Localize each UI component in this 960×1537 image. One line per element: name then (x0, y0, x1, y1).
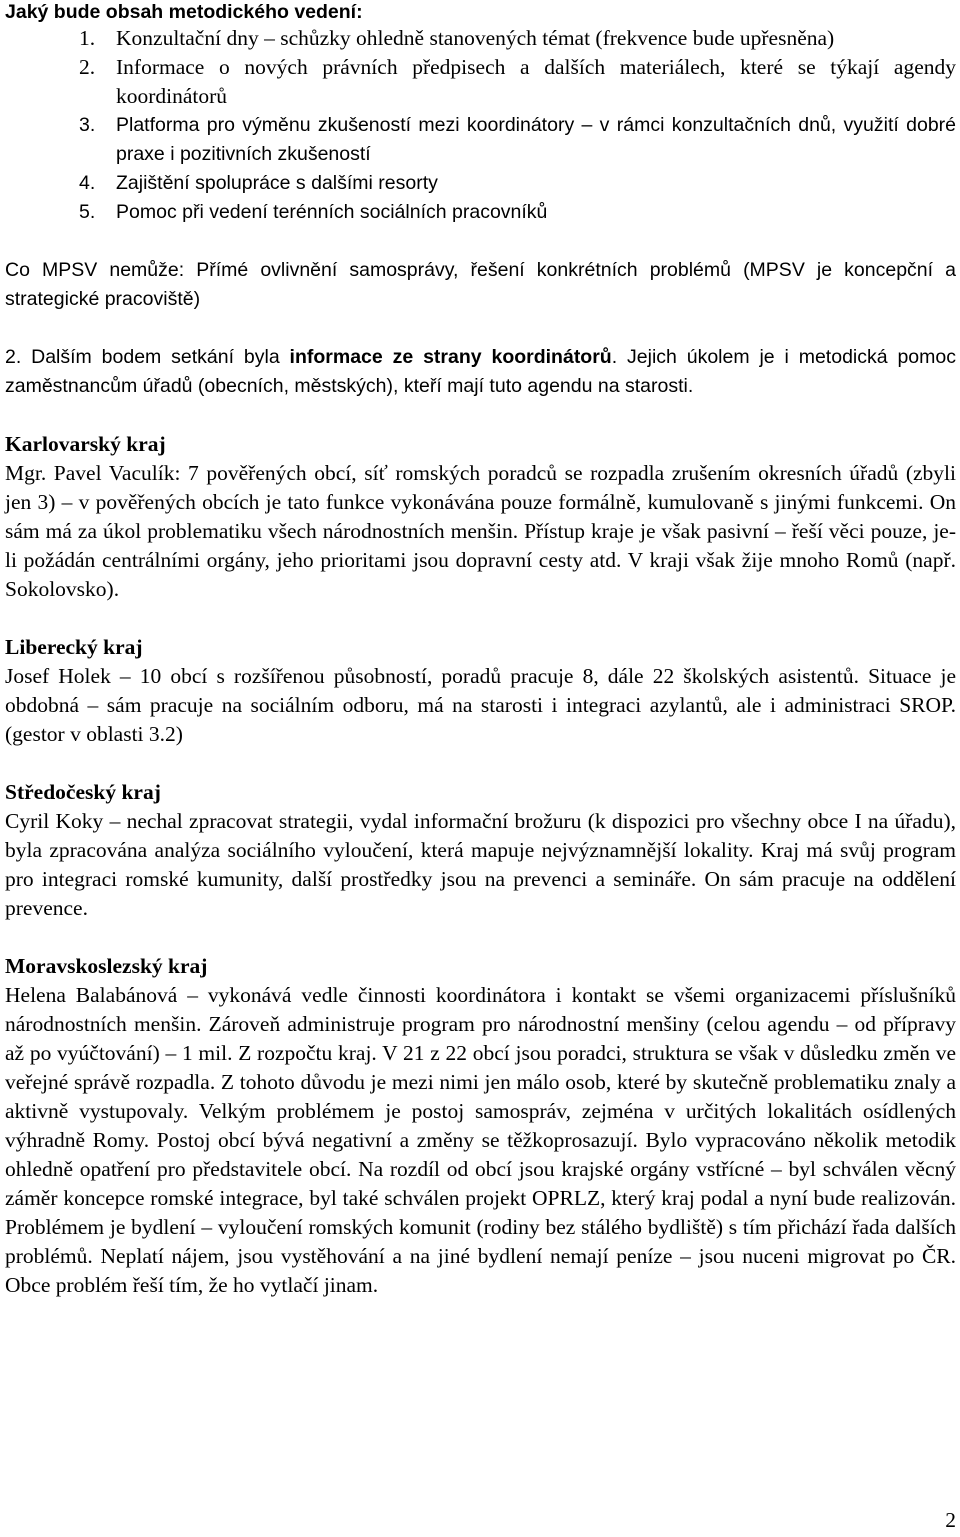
agenda-item-text: Konzultační dny – schůzky ohledně stanovených témat (frekvence bude upřesněna) (116, 26, 835, 50)
document-page (5, 0, 956, 1300)
region-text: Cyril Koky – nechal zpracovat strategii, vydal informační brožuru (k dispozici pro všechny obce I na úřadu), byla zpracována analýza sociálního vyloučení, která mapuje nejvýznamnější lokality. Kraj má svůj program pro integraci romské kumunity, další prostředky jsou na prevenci a semináře. On sám pracuje na oddělení prevence. (5, 809, 956, 920)
region-title: Středočeský kraj (5, 780, 161, 804)
region-stredocesky (5, 778, 956, 923)
point-2-paragraph (5, 343, 956, 401)
region-title: Liberecký kraj (5, 635, 143, 659)
point-2-emphasis: informace ze strany koordinátorů (289, 346, 612, 368)
page-number: 2 (945, 1508, 956, 1532)
agenda-item-2 (5, 53, 956, 111)
region-liberecky (5, 633, 956, 749)
point-2-suffix: . Jejich úkolem je i metodická pomoc zaměstnancům úřadů (obecních, městských), kteří mají tuto agendu na starosti. (5, 346, 956, 397)
agenda-item-text: Informace o nových právních předpisech a dalších materiálech, které se týkají agendy koordinátorů (116, 55, 956, 108)
agenda-item-4 (5, 169, 956, 198)
region-title: Moravskoslezský kraj (5, 954, 208, 978)
agenda-list (5, 24, 956, 227)
region-moravskoslezsky (5, 952, 956, 1300)
heading-guidance-content: Jaký bude obsah metodického vedení: (5, 1, 363, 23)
agenda-item-text: Zajištění spolupráce s dalšími resorty (116, 172, 438, 194)
region-text: Josef Holek – 10 obcí s rozšířenou působností, poradů pracuje 8, dále 22 školských asistentů. Situace je obdobná – sám pracuje na sociálním odboru, má na starosti i integraci azylantů, ale i administraci SROP.(gestor v oblasti 3.2) (5, 664, 956, 746)
agenda-item-5 (5, 198, 956, 227)
agenda-item-number: 3. (79, 114, 96, 136)
agenda-item-number: 5. (79, 201, 96, 223)
mpsv-note: Co MPSV nemůže: Přímé ovlivnění samosprávy, řešení konkrétních problémů (MPSV je koncepční a strategické pracoviště) (5, 259, 956, 310)
agenda-item-number: 4. (79, 172, 96, 194)
agenda-item-text: Platforma pro výměnu zkušeností mezi koordinátory – v rámci konzultačních dnů, využití dobré praxe i pozitivních zkušeností (116, 114, 956, 165)
region-title: Karlovarský kraj (5, 432, 166, 456)
region-text: Mgr. Pavel Vaculík: 7 pověřených obcí, síť romských poradců se rozpadla zrušením okresních úřadů (zbyli jen 3) – v pověřených obcích je tato funkce vykonávána pouze formálně, kumulovaně s jinými funkcemi. On sám má za úkol problematiku všech národnostních menšin. Přístup kraje je však pasivní – řeší věci pouze, je-li požádán centrálními orgány, jeho prioritami jsou dopravní cesty atd. V kraji však žije mnoho Romů (např. Sokolovsko). (5, 461, 956, 601)
region-text: Helena Balabánová – vykonává vedle činnosti koordinátora i kontakt se všemi organizacemi příslušníků národnostních menšin. Zároveň administruje program pro národnostní menšiny (celou agendu – od přípravy až po vyúčtování) – 1 mil. Z rozpočtu kraj. V 21 z 22 obcí jsou poradci, struktura se však v důsledku změn ve veřejné správě rozpadla. Z tohoto důvodu je mezi nimi jen málo osob, které by skutečně problematiku znaly a aktivně vystupovaly. Velkým problémem je postoj samospráv, zejména v určitých lokalitách osídlených výhradně Romy. Postoj obcí bývá negativní a změny se těžkoprosazují. Bylo vypracováno několik metodik ohledně opatření pro představitele obcí. Na rozdíl od obcí jsou krajské orgány vstřícné – byl schválen věcný záměr koncepce romské integrace, byl také schválen projekt OPRLZ, který kraj podal a nyní bude realizován. Problémem je bydlení – vyloučení romských komunit (rodiny bez stálého bydliště) s tím přichází řada dalších problémů. Neplatí nájem, jsou vystěhování a na jiné bydlení nemají peníze – jsou nuceni migrovat po ČR. Obce problém řeší tím, že ho vytlačí jinam. (5, 983, 956, 1297)
region-karlovarsky (5, 430, 956, 604)
agenda-item-text: Pomoc při vedení terénních sociálních pracovníků (116, 201, 548, 223)
agenda-item-1 (5, 24, 956, 53)
agenda-item-number: 1. (79, 26, 96, 50)
point-2-prefix: 2. Dalším bodem setkání byla (5, 346, 290, 368)
agenda-item-number: 2. (79, 55, 96, 79)
agenda-item-3 (5, 111, 956, 169)
